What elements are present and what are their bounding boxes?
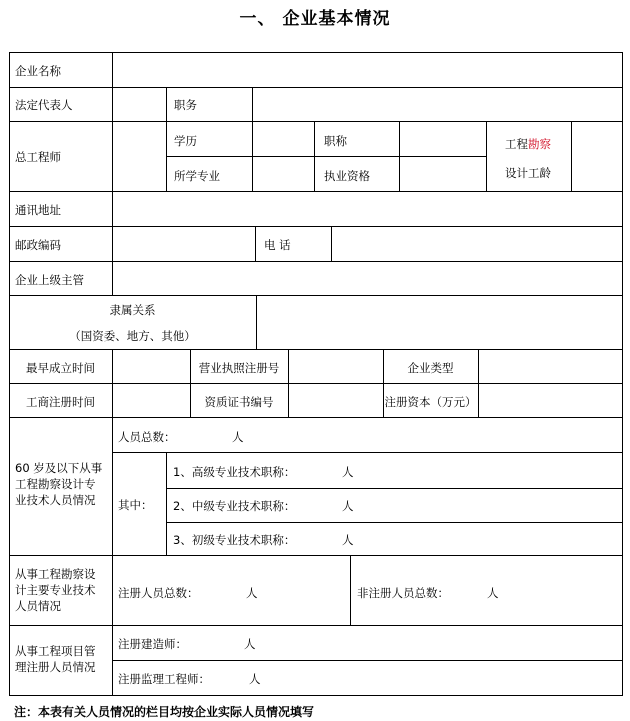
label-legal-rep: 法定代表人 xyxy=(15,98,73,112)
label-staff-line1: 60 岁及以下从事 xyxy=(15,461,103,475)
label-license-no: 营业执照注册号 xyxy=(198,361,280,375)
label-earliest-date: 最早成立时间 xyxy=(26,361,95,375)
unit-non-registered: 人 xyxy=(487,586,499,600)
label-qualification: 执业资格 xyxy=(324,169,370,183)
footnote: 注：本表有关人员情况的栏目均按企业实际人员情况填写 xyxy=(14,705,315,719)
label-staff-line2: 工程勘察设计专 xyxy=(15,477,96,491)
label-main-staff-line2: 计主要专业技术 xyxy=(15,583,96,597)
label-reg-date: 工商注册时间 xyxy=(26,395,95,409)
label-builder: 注册建造师： xyxy=(118,637,187,651)
label-eng-years xyxy=(505,137,551,151)
unit-supervisor: 人 xyxy=(249,672,261,686)
label-company-name: 企业名称 xyxy=(15,64,61,78)
label-eng-years-line2: 设计工龄 xyxy=(505,166,551,180)
label-job-title: 职称 xyxy=(324,134,347,148)
label-main-staff-line3: 人员情况 xyxy=(15,599,61,613)
label-position: 职务 xyxy=(174,98,197,112)
page-title: 一、 企业基本情况 xyxy=(239,9,391,29)
label-staff-total: 人员总数： xyxy=(118,430,176,444)
label-non-registered-total: 非注册人员总数： xyxy=(357,586,449,600)
label-postal-code: 邮政编码 xyxy=(15,238,61,252)
label-company-type: 企业类型 xyxy=(407,361,454,375)
label-affiliation-hint: （国资委、地方、其他） xyxy=(69,329,196,343)
label-among: 其中： xyxy=(118,498,153,512)
label-cert-no: 资质证书编号 xyxy=(204,395,274,409)
unit-junior: 人 xyxy=(342,533,354,547)
label-staff-line3: 业技术人员情况 xyxy=(15,493,96,507)
label-pm-staff-line1: 从事工程项目管 xyxy=(15,644,96,658)
label-superior: 企业上级主管 xyxy=(15,273,84,287)
label-address: 通讯地址 xyxy=(15,203,61,217)
unit-middle: 人 xyxy=(342,499,354,513)
unit-senior: 人 xyxy=(342,465,354,479)
label-middle-title: 2、中级专业技术职称： xyxy=(173,499,296,513)
label-supervisor: 注册监理工程师： xyxy=(118,672,210,686)
table-border-top xyxy=(9,52,623,53)
label-senior-title: 1、高级专业技术职称： xyxy=(173,465,296,479)
label-phone: 电 话 xyxy=(264,238,291,252)
label-affiliation: 隶属关系 xyxy=(109,303,156,317)
table-border-bottom xyxy=(9,695,623,696)
label-pm-staff-line2: 理注册人员情况 xyxy=(15,660,96,674)
unit-builder: 人 xyxy=(244,637,256,651)
label-main-staff-line1: 从事工程勘察设 xyxy=(15,567,96,581)
label-registered-total: 注册人员总数： xyxy=(118,586,199,600)
unit-registered: 人 xyxy=(246,586,258,600)
label-education: 学历 xyxy=(174,134,197,148)
table-border-right xyxy=(622,52,623,696)
eng-years-red: 勘察 xyxy=(528,137,551,151)
label-reg-capital: 注册资本（万元） xyxy=(384,395,477,409)
label-major: 所学专业 xyxy=(174,169,220,183)
unit-staff-total: 人 xyxy=(232,430,244,444)
eng-years-prefix: 工程 xyxy=(505,137,528,151)
label-chief-engineer: 总工程师 xyxy=(15,150,61,164)
label-junior-title: 3、初级专业技术职称： xyxy=(173,533,296,547)
